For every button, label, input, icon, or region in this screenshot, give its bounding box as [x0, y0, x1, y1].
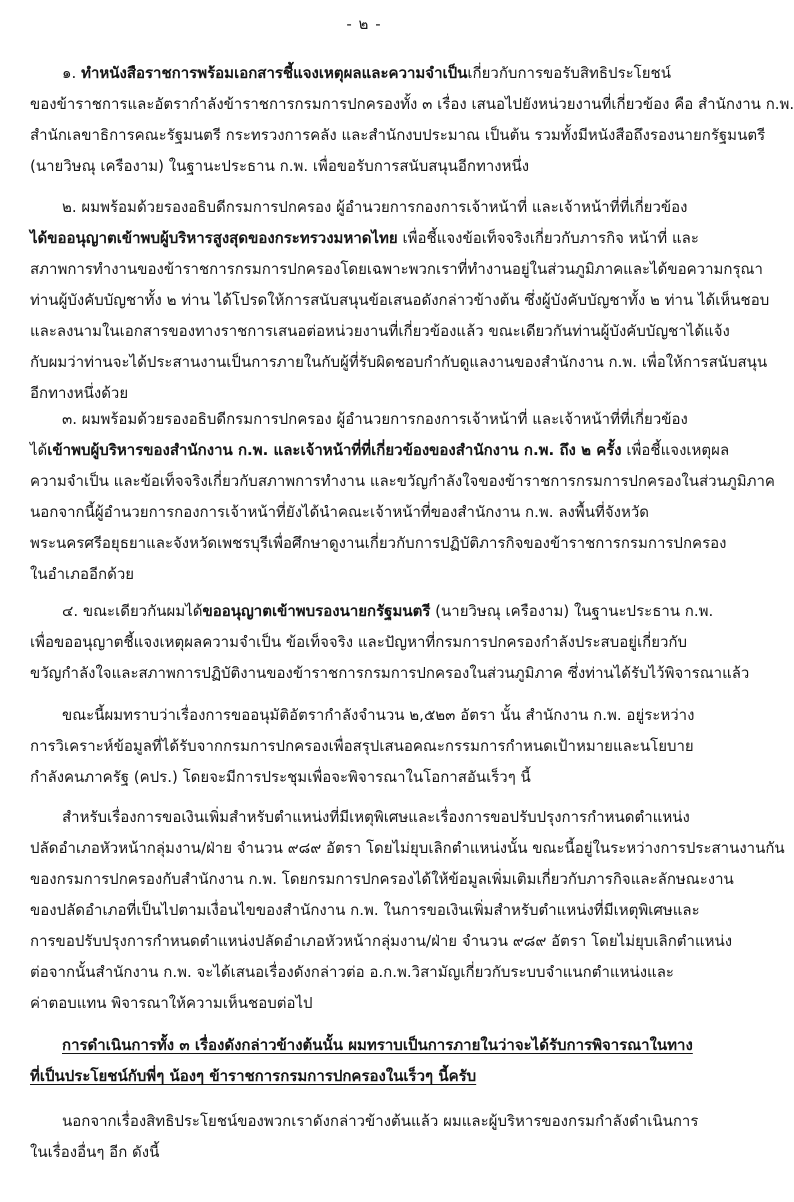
- paragraph-2-line-6: กับผมว่าท่านจะได้ประสานงานเป็นการภายในกับผู้ที่รับผิดชอบกำกับดูแลงานของสำนักงาน ก.พ. เพื่อให้การสนับสนุน: [30, 353, 768, 371]
- paragraph-3-line-1: ๓. ผมพร้อมด้วยรองอธิบดีกรมการปกครอง ผู้อำนวยการกองการเจ้าหน้าที่ และเจ้าหน้าที่ที่เกี่ยวข้อง: [62, 410, 688, 428]
- paragraph-5-line-3: กำลังคนภาครัฐ (คปร.) โดยจะมีการประชุมเพื่อจะพิจารณาในโอกาสอันเร็วๆ นี้: [30, 768, 531, 786]
- paragraph-1-line-1: [30, 58, 710, 89]
- text-run: ได้: [30, 441, 48, 459]
- paragraph-3-line-5: พระนครศรีอยุธยาและจังหวัดเพชรบุรีเพื่อศึกษาดูงานเกี่ยวกับการปฏิบัติภารกิจของข้าราชการกรมการปกครอง: [30, 534, 727, 552]
- paragraph-3: [30, 404, 775, 590]
- paragraph-4-line-1: [30, 596, 714, 627]
- paragraph-5-line-1: ขณะนี้ผมทราบว่าเรื่องการขออนุมัติอัตรากำลังจำนวน ๒,๕๒๓ อัตรา นั้น สำนักงาน ก.พ. อยู่ระหว่าง: [62, 706, 695, 724]
- paragraph-2: [30, 192, 770, 409]
- paragraph-4-line-2: เพื่อขออนุญาตชี้แจงเหตุผลความจำเป็น ข้อเท็จจริง และปัญหาที่กรมการปกครองกำลังประสบอยู่เกี่ยวกับ: [30, 633, 688, 651]
- paragraph-2-line-2: [30, 223, 710, 254]
- paragraph-3-line-4: นอกจากนี้ผู้อำนวยการกองการเจ้าหน้าที่ยังได้นำคณะเจ้าหน้าที่ของสำนักงาน ก.พ. ลงพื้นที่จังหวัด: [30, 503, 650, 521]
- paragraph-6: [30, 802, 785, 1019]
- bold-phrase: ทำหนังสือราชการพร้อมเอกสารชี้แจงเหตุผลและความจำเป็น: [81, 64, 468, 82]
- paragraph-1: [30, 58, 794, 182]
- text-run: เกี่ยวกับการขอรับสิทธิประโยชน์: [467, 64, 671, 82]
- text-run: ๔. ขณะเดียวกันผมได้: [62, 602, 203, 620]
- paragraph-6-line-6: ต่อจากนั้นสำนักงาน ก.พ. จะได้เสนอเรื่องดังกล่าวต่อ อ.ก.พ.วิสามัญเกี่ยวกับระบบจำแนกตำแหน่งและ: [30, 963, 674, 981]
- paragraph-4-line-3: ขวัญกำลังใจและสภาพการปฏิบัติงานของข้าราชการกรมการปกครองในส่วนภูมิภาค ซึ่งท่านได้รับไว้พิจารณาแล้ว: [30, 664, 750, 682]
- bold-phrase: ได้ขออนุญาตเข้าพบผู้บริหารสูงสุดของกระทรวงมหาดไทย: [30, 229, 398, 247]
- paragraph-8-line-2: ในเรื่องอื่นๆ อีก ดังนี้: [30, 1143, 160, 1161]
- paragraph-6-line-2: ปลัดอำเภอหัวหน้ากลุ่มงาน/ฝ่าย จำนวน ๙๘๙ อัตรา โดยไม่ยุบเลิกตำแหน่งนั้น ขณะนี้อยู่ในระหว่างการประสานงานกัน: [30, 839, 785, 857]
- paragraph-2-line-7: อีกทางหนึ่งด้วย: [30, 384, 129, 402]
- text-run: (นายวิษณุ เครืองาม) ในฐานะประธาน ก.พ.: [430, 602, 714, 620]
- underlined-bold-text: ที่เป็นประโยชน์กับพี่ๆ น้องๆ ข้าราชการกรมการปกครองในเร็วๆ นี้ครับ: [30, 1067, 477, 1085]
- paragraph-6-line-1: สำหรับเรื่องการขอเงินเพิ่มสำหรับตำแหน่งที่มีเหตุพิเศษและเรื่องการขอปรับปรุงการกำหนดตำแหน่ง: [62, 808, 690, 826]
- paragraph-4: [30, 596, 750, 689]
- paragraph-8-line-1: นอกจากเรื่องสิทธิประโยชน์ของพวกเราดังกล่าวข้างต้นแล้ว ผมและผู้บริหารของกรมกำลังดำเนินการ: [62, 1112, 699, 1130]
- underlined-bold-text: การดำเนินการทั้ง ๓ เรื่องดังกล่าวข้างต้นนั้น ผมทราบเป็นการภายในว่าจะได้รับการพิจารณาในทาง: [62, 1036, 693, 1054]
- paragraph-6-line-3: ของกรมการปกครองกับสำนักงาน ก.พ. โดยกรมการปกครองได้ให้ข้อมูลเพิ่มเติมเกี่ยวกับภารกิจและลักษณะงาน: [30, 870, 734, 888]
- paragraph-2-line-1: ๒. ผมพร้อมด้วยรองอธิบดีกรมการปกครอง ผู้อำนวยการกองการเจ้าหน้าที่ และเจ้าหน้าที่ที่เกี่ยวข้อง: [62, 198, 688, 216]
- bold-phrase: ขออนุญาตเข้าพบรองนายกรัฐมนตรี: [202, 602, 431, 620]
- bold-phrase: เข้าพบผู้บริหารของสำนักงาน ก.พ. และเจ้าหน้าที่ที่เกี่ยวข้องของสำนักงาน ก.พ. ถึง ๒ ครั้ง: [47, 441, 622, 459]
- paragraph-5: [30, 700, 710, 793]
- paragraph-2-line-4: ท่านผู้บังคับบัญชาทั้ง ๒ ท่าน ได้โปรดให้การสนับสนุนข้อเสนอดังกล่าวข้างต้น ซึ่งผู้บังคับบัญชาทั้ง ๒ ท่าน ได้เห็นชอบ: [30, 291, 770, 309]
- paragraph-6-line-5: การขอปรับปรุงการกำหนดตำแหน่งปลัดอำเภอหัวหน้ากลุ่มงาน/ฝ่าย จำนวน ๙๘๙ อัตรา โดยไม่ยุบเลิกตำแหน่ง: [30, 932, 733, 950]
- paragraph-1-line-4: (นายวิษณุ เครืองาม) ในฐานะประธาน ก.พ. เพื่อขอรับการสนับสนุนอีกทางหนึ่ง: [30, 157, 530, 175]
- paragraph-8: [30, 1106, 710, 1168]
- paragraph-5-line-2: การวิเคราะห์ข้อมูลที่ได้รับจากกรมการปกครองเพื่อสรุปเสนอคณะกรรมการกำหนดเป้าหมายและนโยบาย: [30, 737, 694, 755]
- paragraph-3-line-2: [30, 435, 730, 466]
- page-number: - ๒ -: [346, 15, 382, 33]
- paragraph-3-line-3: ความจำเป็น และข้อเท็จจริงเกี่ยวกับสภาพการทำงาน และขวัญกำลังใจของข้าราชการกรมการปกครองในส่วนภูมิภาค: [30, 472, 775, 490]
- paragraph-2-line-3: สภาพการทำงานของข้าราชการกรมการปกครองโดยเฉพาะพวกเราที่ทำงานอยู่ในส่วนภูมิภาคและได้ขอความกรุณา: [30, 260, 763, 278]
- item-number: ๑.: [62, 64, 82, 82]
- paragraph-6-line-4: ของปลัดอำเภอที่เป็นไปตามเงื่อนไขของสำนักงาน ก.พ. ในการขอเงินเพิ่มสำหรับตำแหน่งที่มีเหตุพิเศษและ: [30, 901, 700, 919]
- paragraph-1-line-2: ของข้าราชการและอัตรากำลังข้าราชการกรมการปกครองทั้ง ๓ เรื่อง เสนอไปยังหน่วยงานที่เกี่ยวข้อง คือ สำนักงาน ก.พ.: [30, 95, 794, 113]
- paragraph-2-line-5: และลงนามในเอกสารของทางราชการเสนอต่อหน่วยงานที่เกี่ยวข้องแล้ว ขณะเดียวกันท่านผู้บังคับบัญชาได้แจ้ง: [30, 322, 730, 340]
- paragraph-6-line-7: ค่าตอบแทน พิจารณาให้ความเห็นชอบต่อไป: [30, 994, 313, 1012]
- paragraph-7: [30, 1030, 710, 1092]
- paragraph-3-line-6: ในอำเภออีกด้วย: [30, 565, 135, 583]
- paragraph-7-line-2: [30, 1061, 710, 1092]
- paragraph-1-line-3: สำนักเลขาธิการคณะรัฐมนตรี กระทรวงการคลัง และสำนักงบประมาณ เป็นต้น รวมทั้งมีหนังสือถึงรองนายกรัฐมนตรี: [30, 126, 766, 144]
- text-run: เพื่อชี้แจงข้อเท็จจริงเกี่ยวกับภารกิจ หน้าที่ และ: [397, 229, 699, 247]
- text-run: เพื่อชี้แจงเหตุผล: [621, 441, 730, 459]
- paragraph-7-line-1: [30, 1030, 710, 1061]
